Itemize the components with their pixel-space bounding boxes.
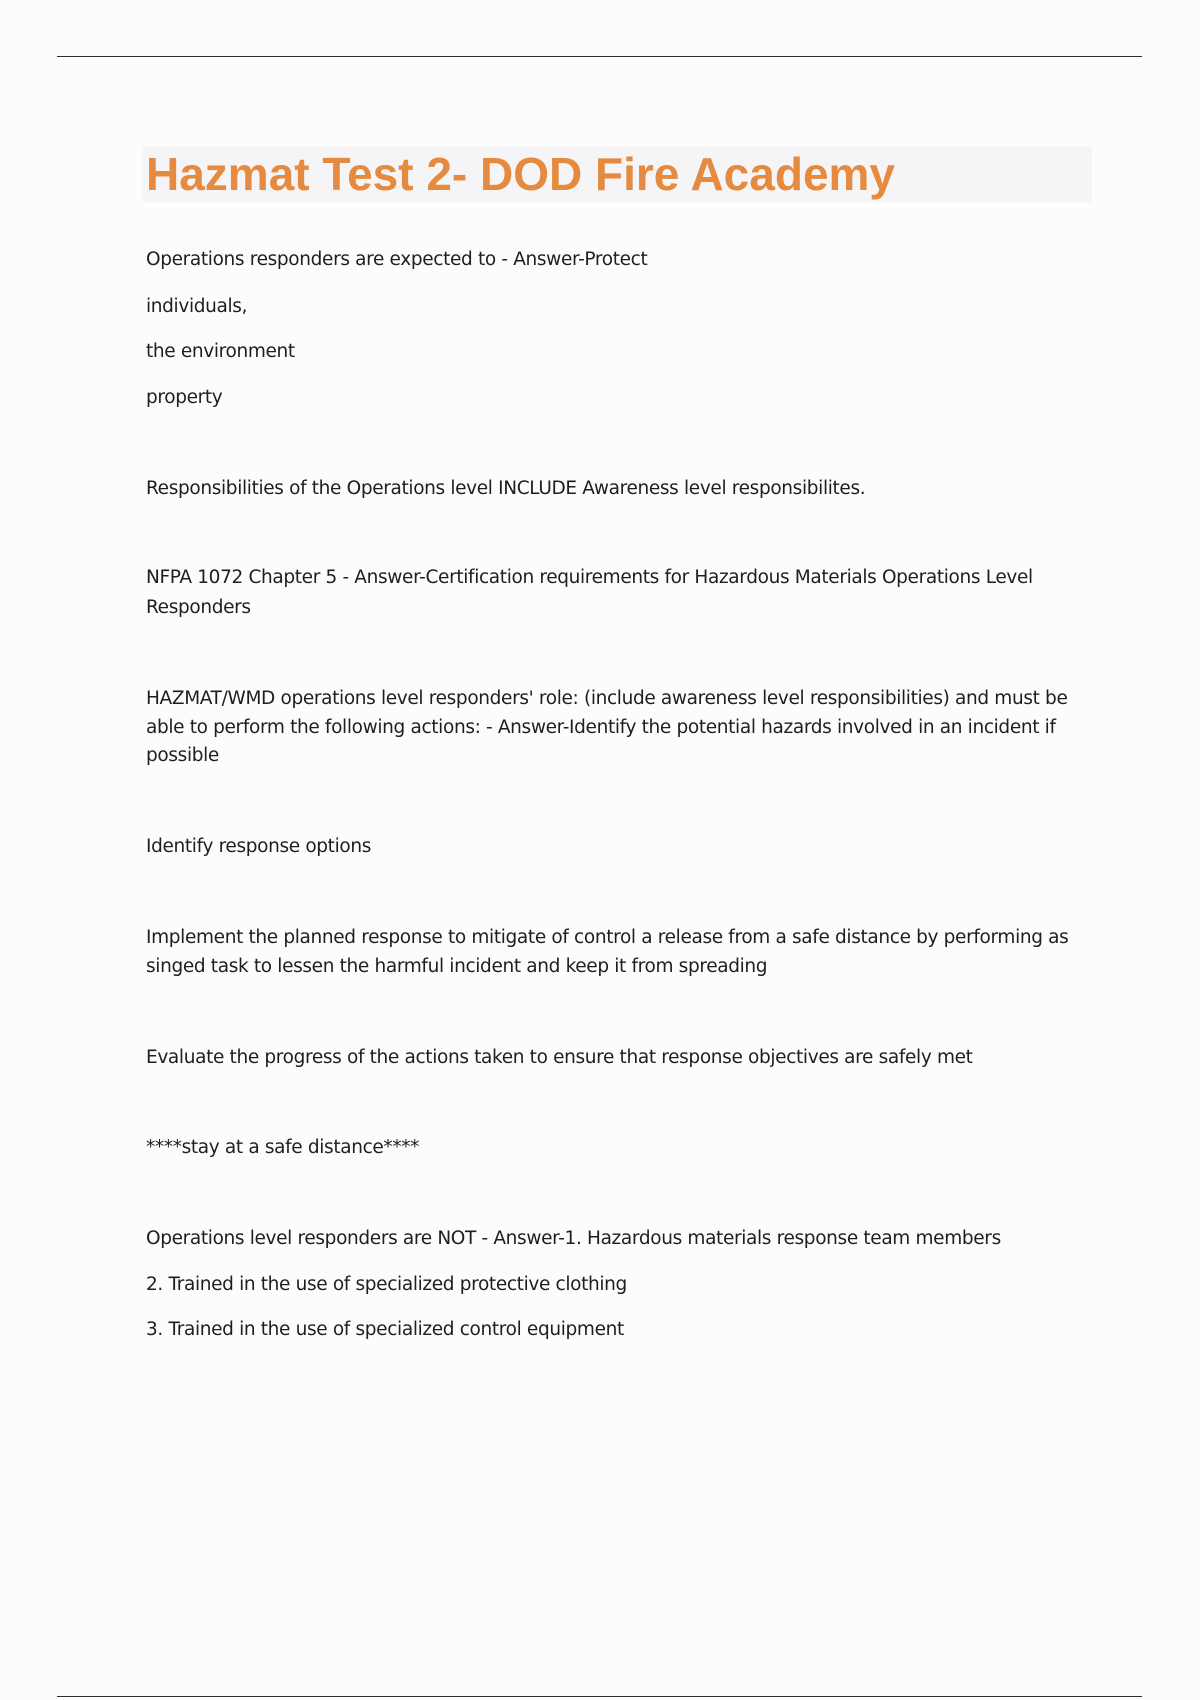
text-line: Responders: [146, 597, 251, 618]
text-line: Responsibilities of the Operations level INCLUDE Awareness level responsibilites.: [146, 478, 866, 499]
text-line: HAZMAT/WMD operations level responders' role: (include awareness level responsibilities) and must be: [146, 688, 1068, 709]
text-line: NFPA 1072 Chapter 5 - Answer-Certification requirements for Hazardous Materials Operations Level: [146, 567, 1033, 588]
top-rule: [57, 56, 1142, 57]
text-line: Identify response options: [146, 836, 372, 857]
text-line: Operations level responders are NOT - Answer-1. Hazardous materials response team members: [146, 1228, 1001, 1249]
text-line: ****stay at a safe distance****: [146, 1137, 420, 1158]
text-line: possible: [146, 745, 219, 766]
document-title: Hazmat Test 2- DOD Fire Academy: [146, 148, 896, 200]
text-line: singed task to lessen the harmful incident and keep it from spreading: [146, 956, 768, 977]
text-line: 2. Trained in the use of specialized protective clothing: [146, 1274, 627, 1295]
text-line: Implement the planned response to mitigate of control a release from a safe distance by performing as: [146, 927, 1069, 948]
text-line: Operations responders are expected to - Answer-Protect: [146, 249, 648, 270]
text-line: 3. Trained in the use of specialized control equipment: [146, 1319, 624, 1340]
text-line: the environment: [146, 341, 295, 362]
bottom-rule: [57, 1696, 1142, 1697]
text-line: property: [146, 387, 223, 408]
text-line: able to perform the following actions: - Answer-Identify the potential hazards involved in an incident if: [146, 717, 1056, 738]
text-line: individuals,: [146, 296, 248, 317]
text-line: Evaluate the progress of the actions taken to ensure that response objectives are safely met: [146, 1047, 973, 1068]
